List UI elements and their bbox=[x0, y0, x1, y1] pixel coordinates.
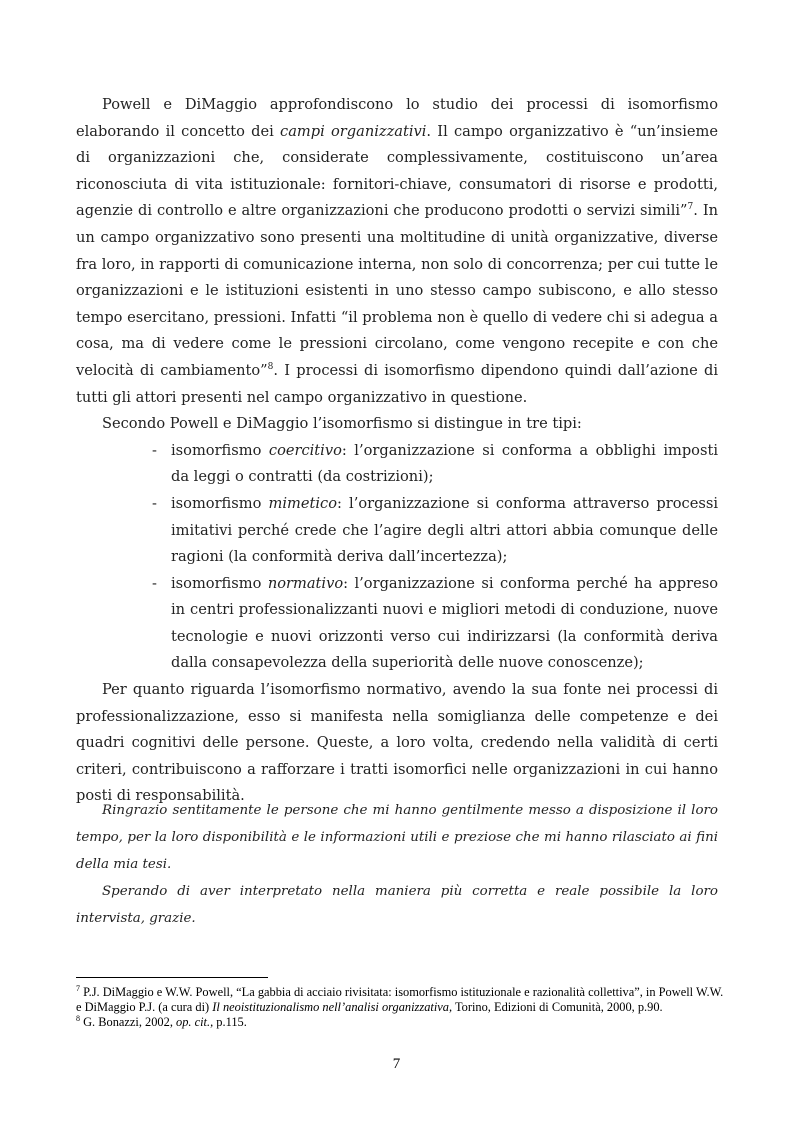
text-run: Torino, Edizioni di Comunità, 2000, p.90. bbox=[452, 1000, 663, 1015]
list-item bbox=[76, 571, 718, 677]
text-run: . In un campo organizzativo sono presenti una moltitudine di unità organizzative, diverse fra loro, in rapporti di comunicazione interna, non solo di concorrenza; per cui tutte le organizzazioni e le istituzioni esistenti in uno stesso campo subiscono, e allo stesso tempo esercitano, pressioni. Infatti “il problema non è quello di vedere chi si adegua a cosa, ma di vedere come le pressioni circolano, come vengono recepite e con che velocità di cambiamento” bbox=[76, 202, 718, 379]
footnote-number: 7 bbox=[76, 983, 80, 993]
text-run: isomorfismo bbox=[171, 574, 268, 592]
text-run: . Il campo organizzativo è “un’insieme di organizzazioni che, considerate complessivamente, costituiscono un’area riconosciuta di vita istituzionale: fornitori-chiave, consumatori di risorse e prodotti, agenzie di controllo e altre organizzazioni che producono prodotti o servizi simili” bbox=[76, 122, 718, 220]
term-campi-organizzativi: campi organizzativi bbox=[280, 122, 427, 140]
footnote-ref-7[interactable]: 7 bbox=[687, 202, 694, 213]
acknowledgement-line: Sperando di aver interpretato nella maniera più corretta e reale possibile la loro intervista, grazie. bbox=[76, 884, 718, 926]
acknowledgements bbox=[76, 797, 718, 932]
footnote-ref-8[interactable]: 8 bbox=[267, 362, 274, 373]
list-dash: - bbox=[152, 441, 157, 459]
paragraph-isomorfismo-normativo: Per quanto riguarda l’isomorfismo normativo, avendo la sua fonte nei processi di professionalizzazione, esso si manifesta nella somiglianza delle competenze e dei quadri cognitivi delle persone. Queste, a loro volta, credendo nella validità di certi criteri, contribuiscono a rafforzare i tratti isomorfici nelle organizzazioni in cui hanno posti di responsabilità. bbox=[76, 681, 718, 805]
list-item bbox=[76, 438, 718, 491]
term-coercitivo: coercitivo bbox=[268, 441, 342, 459]
text-run: isomorfismo bbox=[171, 441, 269, 459]
acknowledgement-line: Ringrazio sentitamente le persone che mi hanno gentilmente messo a disposizione il loro tempo, per la loro disponibilità e le informazioni utili e preziose che mi hanno rilasciato ai fini della mia tesi. bbox=[76, 803, 718, 872]
list-dash: - bbox=[152, 494, 157, 512]
footnote-number: 8 bbox=[76, 1014, 80, 1024]
footnotes bbox=[76, 985, 726, 1031]
footnote-7 bbox=[76, 985, 726, 1015]
text-run: isomorfismo bbox=[171, 494, 269, 512]
text-run: : l’organizzazione si conforma attraverso processi imitativi perché crede che l’agire degli altri attori abbia comunque delle ragioni (la conformità deriva dall’incertezza); bbox=[171, 494, 718, 566]
footnote-8 bbox=[76, 1015, 726, 1030]
list-dash: - bbox=[152, 574, 157, 592]
term-mimetico: mimetico bbox=[268, 494, 337, 512]
text-run: G. Bonazzi, 2002, bbox=[80, 1015, 177, 1030]
paragraph-campi-organizzativi bbox=[76, 92, 718, 411]
body-text bbox=[76, 92, 718, 810]
text-run: : l’organizzazione si conforma a obblighi imposti da leggi o contratti (da costrizioni); bbox=[171, 441, 718, 486]
text-run: . I processi di isomorfismo dipendono quindi dall’azione di tutti gli attori presenti nel campo organizzativo in questione. bbox=[76, 361, 718, 406]
isomorphism-types-list bbox=[76, 438, 718, 677]
footnote-separator bbox=[76, 977, 268, 978]
paragraph-tre-tipi: Secondo Powell e DiMaggio l’isomorfismo si distingue in tre tipi: bbox=[102, 415, 582, 433]
book-title: Il neoistituzionalismo nell’analisi organizzativa, bbox=[212, 1000, 453, 1015]
list-item bbox=[76, 491, 718, 571]
text-run: P.J. DiMaggio e W.W. Powell, “La gabbia di acciaio rivisitata: isomorfismo istituzionale e razionalità collettiva”, in Powell W.W. e DiMaggio P.J. (a cura di) bbox=[76, 985, 724, 1015]
text-run: Powell e DiMaggio approfondiscono lo studio dei processi di isomorfismo elaborando il concetto dei bbox=[76, 96, 718, 140]
text-run: : l’organizzazione si conforma perché ha appreso in centri professionalizzanti nuovi e migliori metodi di conduzione, nuove tecnologie e nuovi orizzonti verso cui indirizzarsi (la conformità deriva dalla consapevolezza della superiorità delle nuove conoscenze); bbox=[171, 574, 718, 672]
citation-abbrev: op. cit., bbox=[176, 1015, 214, 1030]
text-run: p.115. bbox=[213, 1015, 247, 1030]
page-number: 7 bbox=[392, 1056, 401, 1072]
term-normativo: normativo bbox=[267, 574, 344, 592]
